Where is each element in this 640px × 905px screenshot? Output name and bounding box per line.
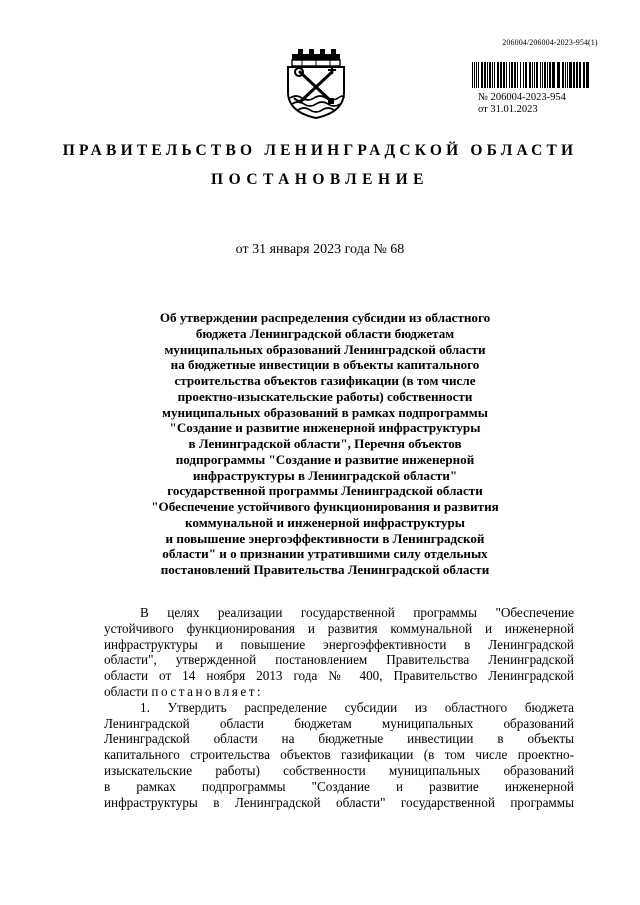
subject-line: коммунальной и инженерной инфраструктуры — [185, 514, 465, 530]
subject-line: проектно-изыскательские работы) собственности — [177, 388, 473, 404]
subject-line: строительства объектов газификации (в том числе — [174, 373, 476, 388]
body-line: области от 14 ноября 2013 года № 400, Правительство Ленинградской — [104, 668, 574, 684]
body-line: Ленинградской области бюджетам муниципальных образований — [104, 715, 574, 731]
government-title: ПРАВИТЕЛЬСТВО ЛЕНИНГРАДСКОЙ ОБЛАСТИ — [62, 142, 578, 159]
body-line — [104, 684, 574, 700]
body-line: изыскательские работы) собственности муниципальных образований — [104, 762, 574, 778]
decree-body — [104, 605, 574, 810]
barcode-icon — [472, 62, 590, 88]
subject-line: государственной программы Ленинградской области — [167, 483, 483, 499]
body-line: 1. Утвердить распределение субсидии из областного бюджета — [140, 699, 574, 715]
registration-number: № 206004-2023-954 — [478, 92, 566, 103]
subject-line: подпрограммы "Создание и развитие инженерной — [175, 451, 475, 467]
decree-date-number: от 31 января 2023 года № 68 — [235, 242, 405, 257]
subject-line: Об утверждении распределения субсидии из областного — [159, 310, 491, 325]
subject-line: в Ленинградской области", Перечня объектов — [188, 436, 462, 451]
subject-line: на бюджетные инвестиции в объекты капитального — [170, 357, 480, 373]
body-line: в рамках подпрограммы "Создание и развитие инженерной — [104, 778, 574, 794]
document-id: 206004/206004-2023-954(1) — [502, 38, 598, 47]
leningrad-oblast-coat-of-arms-icon — [278, 42, 354, 120]
subject-line: инфраструктуры в Ленинградской области" — [192, 467, 458, 483]
registration-date: от 31.01.2023 — [478, 104, 538, 115]
body-line: инфраструктуры в Ленинградской области" государственной программы — [104, 794, 574, 810]
body-line: устойчивого функционирования и развития коммунальной и инженерной — [104, 620, 574, 636]
subject-line: постановлений Правительства Ленинградской области — [160, 562, 490, 577]
subject-line: бюджета Ленинградской области бюджетам — [195, 325, 455, 341]
body-line: капитального строительства объектов газификации (в том числе проектно- — [104, 747, 574, 763]
body-line: В целях реализации государственной программы "Обеспечение — [140, 605, 574, 620]
body-line: Ленинградской области на бюджетные инвестиции в объекты — [104, 731, 574, 747]
subject-line: муниципальных образований Ленинградской области — [164, 341, 486, 357]
subject-line: муниципальных образований в рамках подпрограммы — [162, 404, 488, 420]
body-line: инфраструктуры и повышение энергоэффективности в Ленинградской — [104, 636, 574, 652]
subject-line: "Создание и развитие инженерной инфраструктуры — [169, 420, 481, 436]
subject-line: области" и о признании утратившими силу отдельных — [162, 546, 488, 562]
body-line-start: области — [104, 683, 149, 699]
registration-block — [478, 92, 566, 116]
decree-title: ПОСТАНОВЛЕНИЕ — [211, 171, 429, 188]
body-line: области", утвержденной постановлением Правительства Ленинградской — [104, 652, 574, 668]
resolves-word: постановляет: — [151, 683, 264, 699]
subject-line: и повышение энергоэффективности в Ленинградской — [165, 530, 485, 546]
decree-subject — [130, 310, 520, 578]
subject-line: "Обеспечение устойчивого функционирования и развития — [151, 499, 499, 514]
